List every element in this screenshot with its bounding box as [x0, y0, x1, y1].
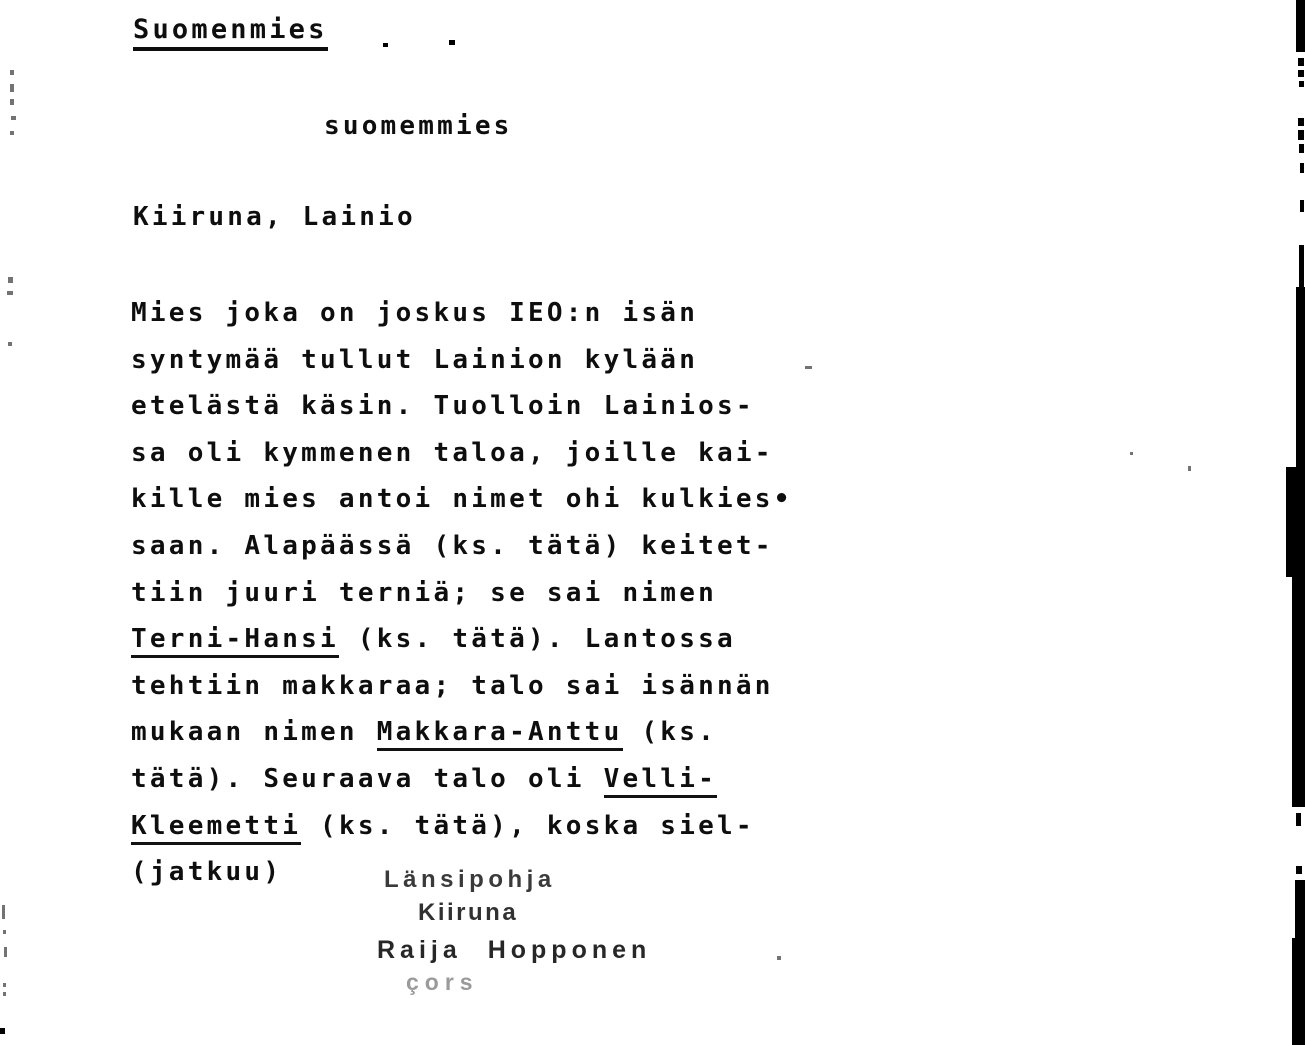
scan-artifact — [3, 983, 6, 987]
body-line — [131, 476, 793, 523]
scan-artifact — [3, 992, 6, 996]
scan-artifact — [0, 1028, 5, 1034]
scan-artifact — [11, 116, 16, 120]
scan-artifact — [10, 131, 14, 135]
scan-artifact — [10, 70, 14, 75]
body-text-segment: etelästä käsin. Tuolloin Lainios- — [131, 391, 755, 422]
scan-artifact — [1188, 466, 1191, 471]
body-line — [131, 523, 793, 570]
body-line — [131, 803, 793, 850]
heading-underlined-text: Suomenmies — [133, 14, 328, 51]
scan-edge-stripe — [1292, 938, 1305, 1045]
scan-edge-stripe — [1296, 866, 1302, 874]
body-text-segment: Mies joka on joskus IEO:n isän — [131, 298, 699, 328]
body-line — [131, 290, 793, 337]
underlined-term: Terni-Hansi — [131, 624, 339, 658]
location-line: Kiiruna, Lainio — [133, 202, 416, 232]
scan-artifact — [7, 291, 13, 295]
scan-artifact — [10, 84, 14, 92]
scan-edge-stripe — [1300, 200, 1304, 212]
body-line — [131, 756, 793, 803]
stamp-faded-line: çors — [406, 969, 479, 995]
body-line — [131, 570, 793, 617]
scan-edge-stripe — [1296, 287, 1305, 467]
underlined-term: Makkara-Anttu — [377, 717, 623, 751]
scan-edge-stripe — [1299, 144, 1304, 153]
underlined-term: Velli- — [604, 764, 717, 798]
scan-artifact — [1130, 452, 1133, 455]
body-line — [131, 616, 793, 663]
scan-artifact — [4, 947, 7, 957]
body-text — [131, 290, 793, 896]
scan-edge-stripe — [1292, 577, 1305, 807]
scan-edge-stripe — [1299, 81, 1304, 87]
body-text-segment: mukaan nimen — [131, 717, 377, 748]
body-text-segment: tätä). Seuraava talo oli — [131, 763, 604, 794]
subheading: suomemmies — [324, 111, 513, 141]
scan-artifact — [3, 930, 6, 934]
scan-edge-stripe — [1296, 0, 1305, 52]
page-title — [133, 14, 328, 51]
body-line — [131, 663, 793, 710]
stamp-place: Kiiruna — [418, 899, 519, 926]
body-text-segment: tiin juuri terniä; se sai nimen — [131, 577, 718, 608]
body-text-segment: sa oli kymmenen taloa, joille kai- — [131, 437, 774, 468]
scan-artifact — [2, 905, 5, 919]
body-text-segment: (jatkuu) — [131, 857, 283, 888]
body-text-segment: tehtiin makkaraa; talo sai isännän — [131, 670, 774, 701]
stamp-collector-name: Raija Hopponen — [377, 936, 652, 964]
body-text-segment: (ks. tätä). Lantossa — [338, 624, 736, 655]
underlined-term: Kleemetti — [131, 811, 301, 845]
body-text-segment: kille mies antoi nimet ohi kulkies• — [131, 484, 793, 515]
scan-edge-stripe — [1296, 813, 1301, 826]
body-text-segment: syntymää tullut Lainion kylään — [131, 344, 699, 375]
scan-artifact — [805, 366, 812, 369]
body-line — [131, 430, 793, 477]
scan-edge-stripe — [1286, 467, 1305, 577]
body-line — [131, 337, 793, 384]
body-text-segment: (ks. tätä), koska siel- — [301, 810, 755, 841]
scan-artifact — [8, 342, 12, 346]
scan-edge-stripe — [1298, 58, 1304, 66]
scan-edge-stripe — [1298, 70, 1304, 77]
scan-edge-stripe — [1299, 245, 1304, 287]
body-line — [131, 709, 793, 756]
scan-edge-stripe — [1298, 118, 1304, 126]
scan-edge-stripe — [1298, 130, 1304, 140]
scan-artifact — [449, 40, 455, 45]
scan-artifact — [383, 43, 388, 47]
body-text-segment: (ks. — [622, 717, 718, 748]
stamp-region: Länsipohja — [384, 866, 556, 893]
body-line — [131, 383, 793, 430]
scan-edge-stripe — [1300, 163, 1304, 173]
scan-artifact — [777, 956, 781, 960]
scan-edge-stripe — [1295, 880, 1305, 938]
scan-artifact — [8, 277, 13, 283]
body-text-segment: saan. Alapäässä (ks. tätä) keitet- — [131, 530, 774, 561]
scan-artifact — [10, 99, 14, 105]
